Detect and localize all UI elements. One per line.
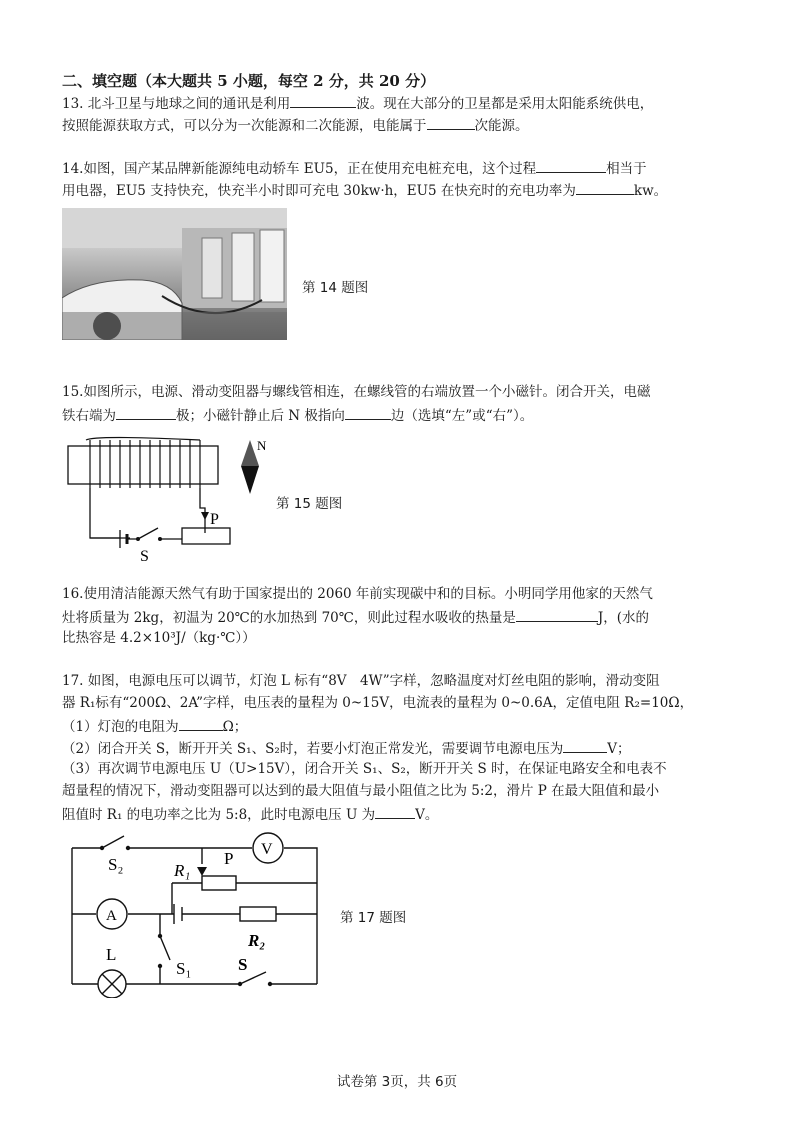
label-p: P xyxy=(224,849,234,868)
q17-text: 阻值时 R₁ 的电功率之比为 5:8，此时电源电压 U 为 xyxy=(62,807,376,823)
q14-text: 14.如图，国产某品牌新能源纯电动轿车 EU5，正在使用充电桩充电，这个过程 xyxy=(62,161,537,177)
q17-line6: 超量程的情况下，滑动变阻器可以达到的最大阻值与最小阻值之比为 5:2，滑片 P 在最大阻值和最小 xyxy=(62,783,660,799)
label-s: S xyxy=(238,955,248,974)
label-s1: S₁ xyxy=(176,959,192,978)
label-r2: R₂ xyxy=(248,931,266,950)
q15-text: 铁右端为 xyxy=(62,408,116,424)
q15-line1: 15.如图所示，电源、滑动变阻器与螺线管相连，在螺线管的右端放置一个小磁针。闭合开关，电磁 xyxy=(62,384,651,400)
q15-text: 边（选填“左”或“右”）。 xyxy=(390,408,534,424)
page-footer: 试卷第 3页，共 6页 xyxy=(336,1074,458,1090)
q16-text: 灶将质量为 2kg，初温为 20℃的水加热到 70℃，则此过程水吸收的热量是 xyxy=(62,610,516,626)
q17-blank-3[interactable] xyxy=(375,804,415,819)
section-title: 二、填空题（本大题共 5 小题，每空 2 分，共 20 分） xyxy=(62,72,436,90)
label-s2: S₂ xyxy=(108,855,124,874)
q16-blank-1[interactable] xyxy=(516,607,598,622)
rheostat-r1 xyxy=(202,876,236,890)
q14-text: kw。 xyxy=(633,183,668,199)
q17-text: （1）灯泡的电阻为 xyxy=(62,719,179,735)
q14-text: 用电器，EU5 支持快充，快充半小时即可充电 30kw·h，EU5 在快充时的充电功率为 xyxy=(62,183,576,199)
q17-line3 xyxy=(62,716,247,736)
label-n: N xyxy=(257,438,267,453)
q17-blank-1[interactable] xyxy=(179,716,223,731)
q17-line4 xyxy=(62,738,631,758)
q15-caption: 第 15 题图 xyxy=(276,496,343,512)
resistor-r2 xyxy=(240,907,276,921)
compass-needle-icon xyxy=(240,436,274,500)
q15-text: 极；小磁针静止后 N 极指向 xyxy=(176,408,345,424)
q17-line1: 17. 如图，电源电压可以调节，灯泡 L 标有“8V 4W”字样，忽略温度对灯丝电阻的影响，滑动变阻 xyxy=(62,673,660,689)
q15-blank-2[interactable] xyxy=(345,405,391,420)
q16-line1: 16.使用清洁能源天然气有助于国家提出的 2060 年前实现碳中和的目标。小明同学用他家的天然气 xyxy=(62,586,653,602)
q14-caption: 第 14 题图 xyxy=(302,280,369,296)
q13-blank-2[interactable] xyxy=(427,115,475,130)
slider-arrow xyxy=(201,512,209,520)
q17-blank-2[interactable] xyxy=(563,738,607,753)
q13-text: 按照能源获取方式，可以分为一次能源和二次能源，电能属于 xyxy=(62,118,427,134)
switch-blade xyxy=(138,528,158,539)
q13-text: 次能源。 xyxy=(474,118,529,134)
q13-line2 xyxy=(62,115,529,135)
q17-line7 xyxy=(62,804,438,824)
q13-text: 波。现在大部分的卫星都是采用太阳能系统供电， xyxy=(356,96,654,112)
q13-text: 13. 北斗卫星与地球之间的通讯是利用 xyxy=(62,96,291,112)
q13-line1 xyxy=(62,93,653,113)
q16-line2 xyxy=(62,607,649,627)
rheostat xyxy=(182,528,230,544)
q14-line1 xyxy=(62,158,647,178)
label-v: V xyxy=(261,841,273,858)
q15-line2 xyxy=(62,405,533,425)
q17-text: Ω； xyxy=(222,719,248,735)
q17-text: V。 xyxy=(415,807,439,823)
q14-photo xyxy=(62,208,287,340)
label-r1: R₁ xyxy=(174,861,191,880)
q17-text: （2）闭合开关 S，断开开关 S₁、S₂时，若要小灯泡正常发光，需要调节电源电压为 xyxy=(62,741,564,757)
solenoid-coil xyxy=(86,438,200,489)
q14-blank-1[interactable] xyxy=(536,158,606,173)
q17-line2: 器 R₁标有“200Ω、2A”字样，电压表的量程为 0~15V，电流表的量程为 0~0.6A，定值电阻 R₂=10Ω， xyxy=(62,695,694,711)
switch-s2-blade xyxy=(102,836,124,848)
slider-p-arrow xyxy=(197,867,207,876)
label-s: S xyxy=(140,548,149,565)
q17-line5: （3）再次调节电源电压 U（U>15V），闭合开关 S₁、S₂，断开开关 S 时，在保证电路安全和电表不 xyxy=(62,761,667,777)
q16-line3: 比热容是 4.2×10³J/（kg·℃）） xyxy=(62,630,256,646)
q14-line2 xyxy=(62,180,667,200)
q15-blank-1[interactable] xyxy=(116,405,176,420)
label-p: P xyxy=(210,511,219,528)
q17-text: V； xyxy=(607,741,631,757)
label-l: L xyxy=(106,945,117,964)
q17-caption: 第 17 题图 xyxy=(340,910,407,926)
q14-blank-2[interactable] xyxy=(576,180,634,195)
label-a: A xyxy=(106,908,117,924)
charging-car-image xyxy=(62,208,287,340)
switch-s1-blade xyxy=(160,936,170,960)
q13-blank-1[interactable] xyxy=(290,93,356,108)
q16-text: J，(水的 xyxy=(597,610,650,626)
q14-text: 相当于 xyxy=(606,161,647,177)
q17-circuit-diagram xyxy=(62,828,332,998)
